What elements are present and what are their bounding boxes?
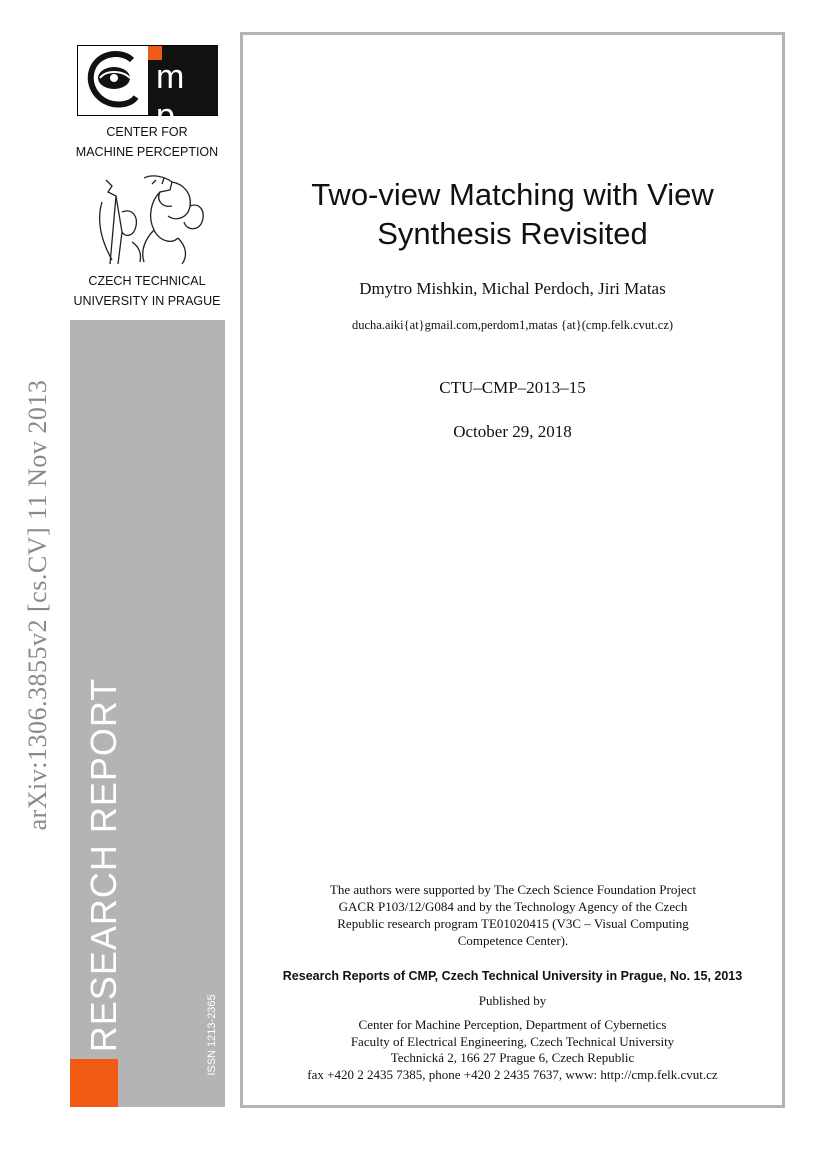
support-line: GACR P103/12/G084 and by the Technology Agency of the Czech: [338, 899, 688, 914]
address-line: Center for Machine Perception, Department of Cybernetics: [358, 1017, 667, 1032]
issn-label: ISSN 1213-2365: [206, 994, 218, 1076]
authors: Dmytro Mishkin, Michal Perdoch, Jiri Matas: [359, 279, 666, 298]
report-date: October 29, 2018: [453, 422, 572, 441]
support-line: The authors were supported by The Czech Science Foundation Project: [329, 882, 697, 897]
university-name: [67, 271, 227, 311]
emails: ducha.aiki{at}gmail.com,perdom1,matas {at}(cmp.felk.cvut.cz): [351, 318, 674, 332]
published-by: Published by: [478, 993, 547, 1008]
address-line: fax +420 2 2435 7385, phone +420 2 2435 7637, www: http://cmp.felk.cvut.cz: [307, 1066, 718, 1082]
support-note: [313, 881, 713, 949]
address-line: Faculty of Electrical Engineering, Czech Technical University: [350, 1033, 675, 1049]
cmp-name: [67, 122, 227, 162]
support-line: Republic research program TE01020415 (V3C – Visual Computing: [337, 916, 689, 931]
research-report-label: RESEARCH REPORT: [83, 677, 124, 1053]
title-line: Two-view Matching with View: [311, 177, 714, 212]
university-name-line: UNIVERSITY IN PRAGUE: [73, 294, 221, 308]
ctu-lion-icon: [92, 172, 210, 268]
report-id: CTU–CMP–2013–15: [439, 378, 586, 397]
report-title: [243, 175, 782, 253]
cmp-eye-icon: [84, 50, 144, 112]
publisher-address: [243, 1017, 782, 1083]
cmp-name-line: MACHINE PERCEPTION: [75, 145, 219, 159]
report-series: Research Reports of CMP, Czech Technical University in Prague, No. 15, 2013: [282, 969, 743, 983]
arxiv-stamp: arXiv:1306.3855v2 [cs.CV] 11 Nov 2013: [23, 379, 52, 831]
title-line: Synthesis Revisited: [377, 216, 648, 251]
logo-letters: m p: [156, 58, 194, 135]
address-line: Technická 2, 166 27 Prague 6, Czech Republic: [390, 1050, 635, 1065]
support-line: Competence Center).: [457, 933, 569, 948]
cmp-name-line: CENTER FOR: [106, 125, 188, 139]
university-name-line: CZECH TECHNICAL: [88, 274, 206, 288]
band-orange-square: [70, 1059, 118, 1107]
